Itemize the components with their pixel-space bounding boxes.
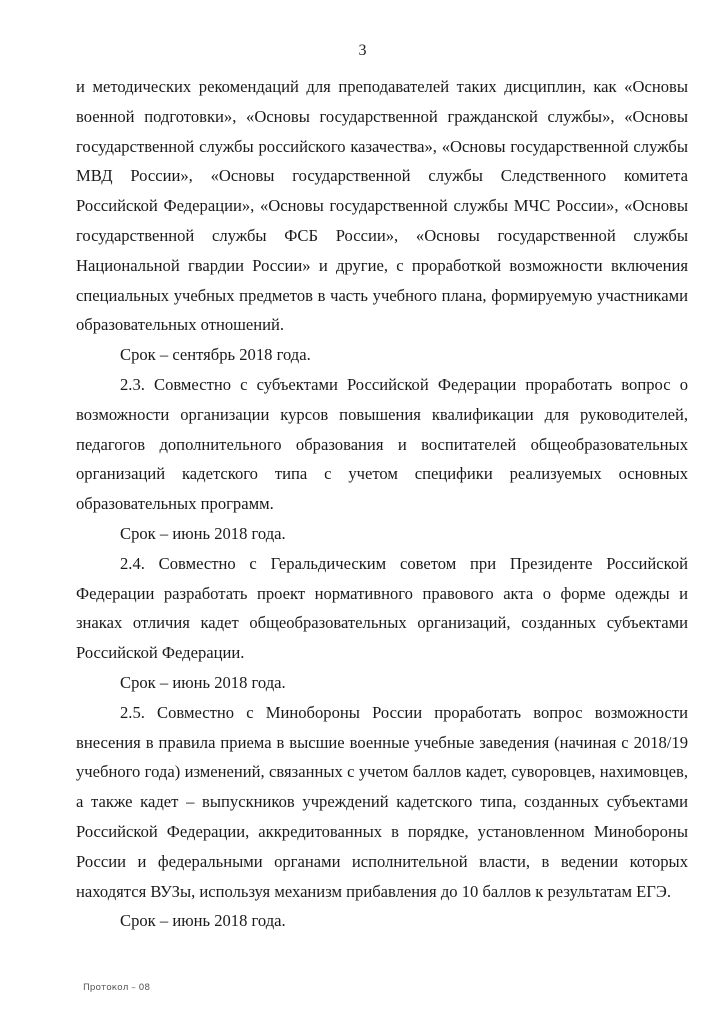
paragraph-2-3: 2.3. Совместно с субъектами Российской Федерации проработать вопрос о возможности организации курсов повышения квалификации для руководителей, педагогов дополнительного образования и воспитателей общеобразовательных организаций кадетского типа с учетом специфики реализуемых основных образовательных программ. bbox=[76, 374, 688, 514]
deadline-june-2018-c: Срок – июнь 2018 года. bbox=[120, 911, 286, 931]
page-number: 3 bbox=[358, 42, 367, 59]
footer-protocol-label: Протокол – 08 bbox=[83, 983, 151, 993]
paragraph-continuation: и методических рекомендаций для преподавателей таких дисциплин, как «Основы военной подготовки», «Основы государственной гражданской службы», «Основы государственной службы российского казачества», «Основы государственной службы МВД России», «Основы государственной службы Следственного комитета Российской Федерации», «Основы государственной службы МЧС России», «Основы государственной службы ФСБ России», «Основы государственной службы Национальной гвардии России» и другие, с проработкой возможности включения специальных учебных предметов в часть учебного плана, формируемую участниками образовательных отношений. bbox=[76, 77, 688, 335]
deadline-june-2018-a: Срок – июнь 2018 года. bbox=[120, 523, 286, 543]
document-body bbox=[76, 72, 688, 936]
paragraph-2-5: 2.5. Совместно с Минобороны России проработать вопрос возможности внесения в правила приема в высшие военные учебные заведения (начиная с 2018/19 учебного года) изменений, связанных с учетом баллов кадет, суворовцев, нахимовцев, а также кадет – выпускников учреждений кадетского типа, созданных субъектами Российской Федерации, аккредитованных в порядке, установленном Минобороны России и федеральными органами исполнительной власти, в ведении которых находятся ВУЗы, используя механизм прибавления до 10 баллов к результатам ЕГЭ. bbox=[76, 702, 688, 901]
paragraph-2-4: 2.4. Совместно с Геральдическим советом при Президенте Российской Федерации разработать проект нормативного правового акта о форме одежды и знаках отличия кадет общеобразовательных организаций, созданных субъектами Российской Федерации. bbox=[76, 553, 688, 663]
deadline-september-2018: Срок – сентябрь 2018 года. bbox=[120, 345, 311, 365]
deadline-june-2018-b: Срок – июнь 2018 года. bbox=[120, 672, 286, 692]
